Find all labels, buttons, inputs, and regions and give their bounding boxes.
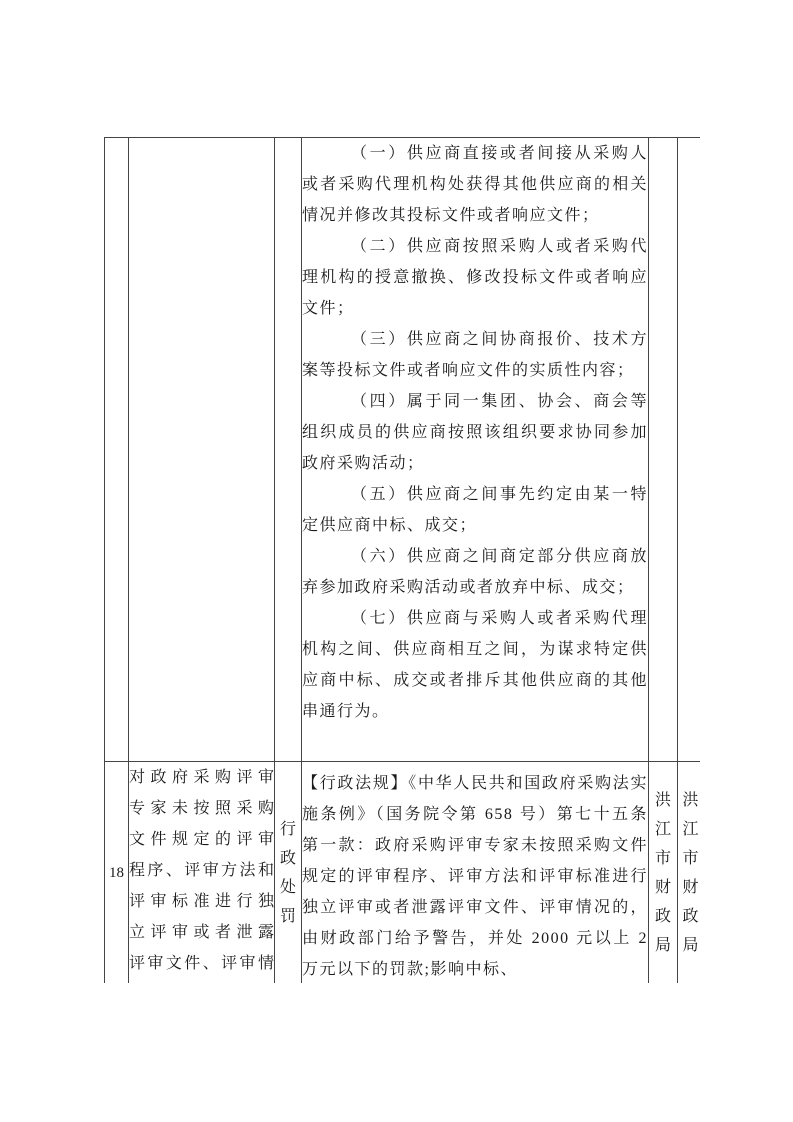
legal-basis-cell [302,138,649,762]
violation-line: 对政府采购评审 [129,769,274,786]
implementing-authority-cell [649,762,678,984]
penalty-type-vertical-text: 行政处罚 [279,821,296,925]
implementing-authority-wrap [649,762,677,983]
implementing-authority-cell-empty [649,138,678,762]
penalty-type-cell [275,762,302,984]
row-number-cell-empty [105,138,129,762]
violation-line: 立评审或者泄露 [129,924,274,941]
legal-basis-paragraph: （七）供应商与采购人或者采购代理机构之间、供应商相互之间，为谋求特定供应商中标、成交或者排斥其他供应商的其他串通行为。 [302,610,648,720]
implementing-authority-vertical-text: 洪江市财政局 [654,792,671,954]
supervising-authority-vertical-text: 洪江市财政局 [682,792,699,954]
row-number-wrap [105,762,128,983]
penalty-items-table [104,137,700,983]
violation-line: 程序、评审方法和 [129,862,274,879]
violation-line: 评审标准进行独 [129,893,274,910]
penalty-type-wrap [275,762,301,983]
violation-line: 评审文件、评审情 [129,955,274,972]
violation-cell-empty [129,138,275,762]
legal-basis-item-list [302,138,648,727]
legal-basis-paragraph: （六）供应商之间商定部分供应商放弃参加政府采购活动或者放弃中标、成交； [302,548,648,596]
supervising-authority-wrap [678,762,700,983]
legal-basis-text: 【行政法规】《中华人民共和国政府采购法实施条例》（国务院令第 658 号）第七十五条第一款：政府采购评审专家未按照采购文件规定的评审程序、评审方法和评审标准进行独立评审或者泄露评审文件、评审情况的，由财政部门给予警告，并处 2000 元以上 2 万元以下的罚款;影响中标、 [302,775,648,978]
violation-line: 文件规定的评审 [129,831,274,848]
table-row-18 [105,762,701,984]
legal-basis-paragraph: （一）供应商直接或者间接从采购人或者采购代理机构处获得其他供应商的相关情况并修改其投标文件或者响应文件； [302,145,648,224]
row-number-cell [105,762,129,984]
legal-basis-paragraph: （三）供应商之间协商报价、技术方案等投标文件或者响应文件的实质性内容； [302,331,648,379]
legal-basis-cell [302,762,649,984]
supervising-authority-cell-empty [678,138,701,762]
penalty-type-cell-empty [275,138,302,762]
legal-basis-paragraph: （五）供应商之间事先约定由某一特定供应商中标、成交； [302,486,648,534]
violation-line: 专家未按照采购 [129,800,274,817]
violation-cell [129,762,275,984]
table-page-clip [104,137,700,983]
legal-basis-paragraph: （四）属于同一集团、协会、商会等组织成员的供应商按照该组织要求协同参加政府采购活动； [302,393,648,472]
violation-line-list [129,762,274,979]
supervising-authority-cell [678,762,701,984]
table-row-continuation [105,138,701,762]
legal-basis-paragraph: （二）供应商按照采购人或者采购代理机构的授意撤换、修改投标文件或者响应文件； [302,238,648,317]
row-number: 18 [109,864,124,881]
